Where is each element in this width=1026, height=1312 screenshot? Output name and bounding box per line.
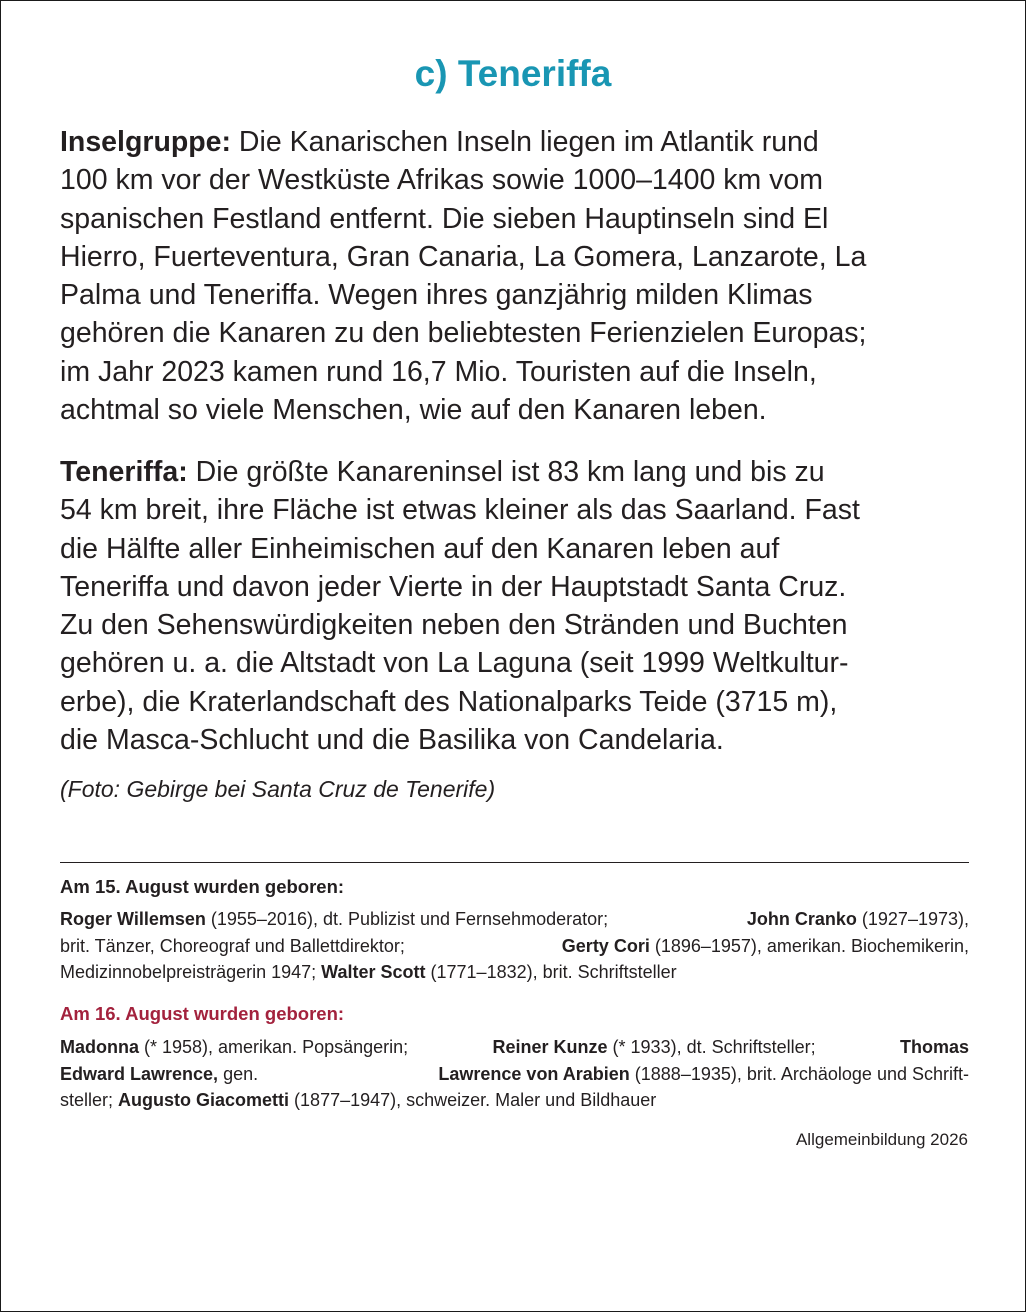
text-line: Roger Willemsen (1955–2016), dt. Publizist und Fernsehmoderator; John Cranko (1927–1973), [60,909,969,929]
text-line: im Jahr 2023 kamen rund 16,7 Mio. Touristen auf die Inseln, [60,355,817,388]
text-line: die Masca-Schlucht und die Basilika von Candelaria. [60,724,724,757]
text-line: Edward Lawrence, gen. Lawrence von Arabien (1888–1935), brit. Archäologe und Schrift- [60,1063,969,1084]
person-name: Reiner Kunze [492,1037,608,1057]
text-line: Zu den Sehenswürdigkeiten neben den Stränden und Buchten [60,609,848,642]
text-line: gehören die Kanaren zu den beliebtesten Ferienzielen Europas; [60,317,867,350]
photo-caption: (Foto: Gebirge bei Santa Cruz de Tenerife) [60,776,496,802]
born-aug15-heading: Am 15. August wurden geboren: [60,876,345,897]
text-line: die Hälfte aller Einheimischen auf den Kanaren leben auf [60,532,780,565]
text-line: Teneriffa: Die größte Kanareninsel ist 83 km lang und bis zu [60,456,825,488]
person-name: Augusto Giacometti [118,1090,290,1110]
text-line: steller; Augusto Giacometti (1877–1947), schweizer. Maler und Bildhauer [60,1090,657,1110]
text-line: spanischen Festland entfernt. Die sieben Hauptinseln sind El [60,202,829,235]
person-name: Lawrence von Arabien [438,1063,630,1084]
page-title: c) Teneriffa [414,53,612,94]
section-label: Inselgruppe: [60,126,232,158]
person-name: Roger Willemsen [60,909,206,929]
born-aug16-heading: Am 16. August wurden geboren: [60,1003,345,1024]
person-name: John Cranko [746,909,857,929]
person-name: Gerty Cori [561,935,650,956]
person-name: Walter Scott [321,962,426,982]
text-line: brit. Tänzer, Choreograf und Ballettdirektor; Gerty Cori (1896–1957), amerikan. Biochemikerin, [60,935,969,956]
divider [60,862,969,863]
text-line: Hierro, Fuerteventura, Gran Canaria, La Gomera, Lanzarote, La [60,240,867,273]
footer-brand: Allgemeinbildung 2026 [795,1130,968,1149]
section-teneriffa [60,453,970,759]
person-name: Madonna [60,1037,139,1057]
section-inselgruppe [60,123,970,429]
text-line: Teneriffa und davon jeder Vierte in der Hauptstadt Santa Cruz. [60,570,847,603]
text-line: 54 km breit, ihre Fläche ist etwas kleiner als das Saarland. Fast [60,494,860,527]
person-name: Thomas [899,1037,969,1057]
born-aug15-list [60,906,969,986]
born-aug16-list [60,1034,969,1114]
text-line: Inselgruppe: Die Kanarischen Inseln liegen im Atlantik rund [60,126,819,158]
text-line: Palma und Teneriffa. Wegen ihres ganzjährig milden Klimas [60,279,813,312]
text-line: achtmal so viele Menschen, wie auf den Kanaren leben. [60,394,767,427]
text-line: Madonna (* 1958), amerikan. Popsängerin; Reiner Kunze (* 1933), dt. Schriftsteller; Thomas [60,1034,969,1061]
text-line: Medizinnobelpreisträgerin 1947; Walter Scott (1771–1832), brit. Schriftsteller [60,962,677,982]
section-label: Teneriffa: [60,456,188,488]
text-line: gehören u. a. die Altstadt von La Laguna (seit 1999 Weltkultur- [60,647,849,680]
text-line: 100 km vor der Westküste Afrikas sowie 1000–1400 km vom [60,164,823,197]
person-name: Edward Lawrence, [60,1063,219,1084]
text-line: erbe), die Kraterlandschaft des Nationalparks Teide (3715 m), [60,685,838,718]
